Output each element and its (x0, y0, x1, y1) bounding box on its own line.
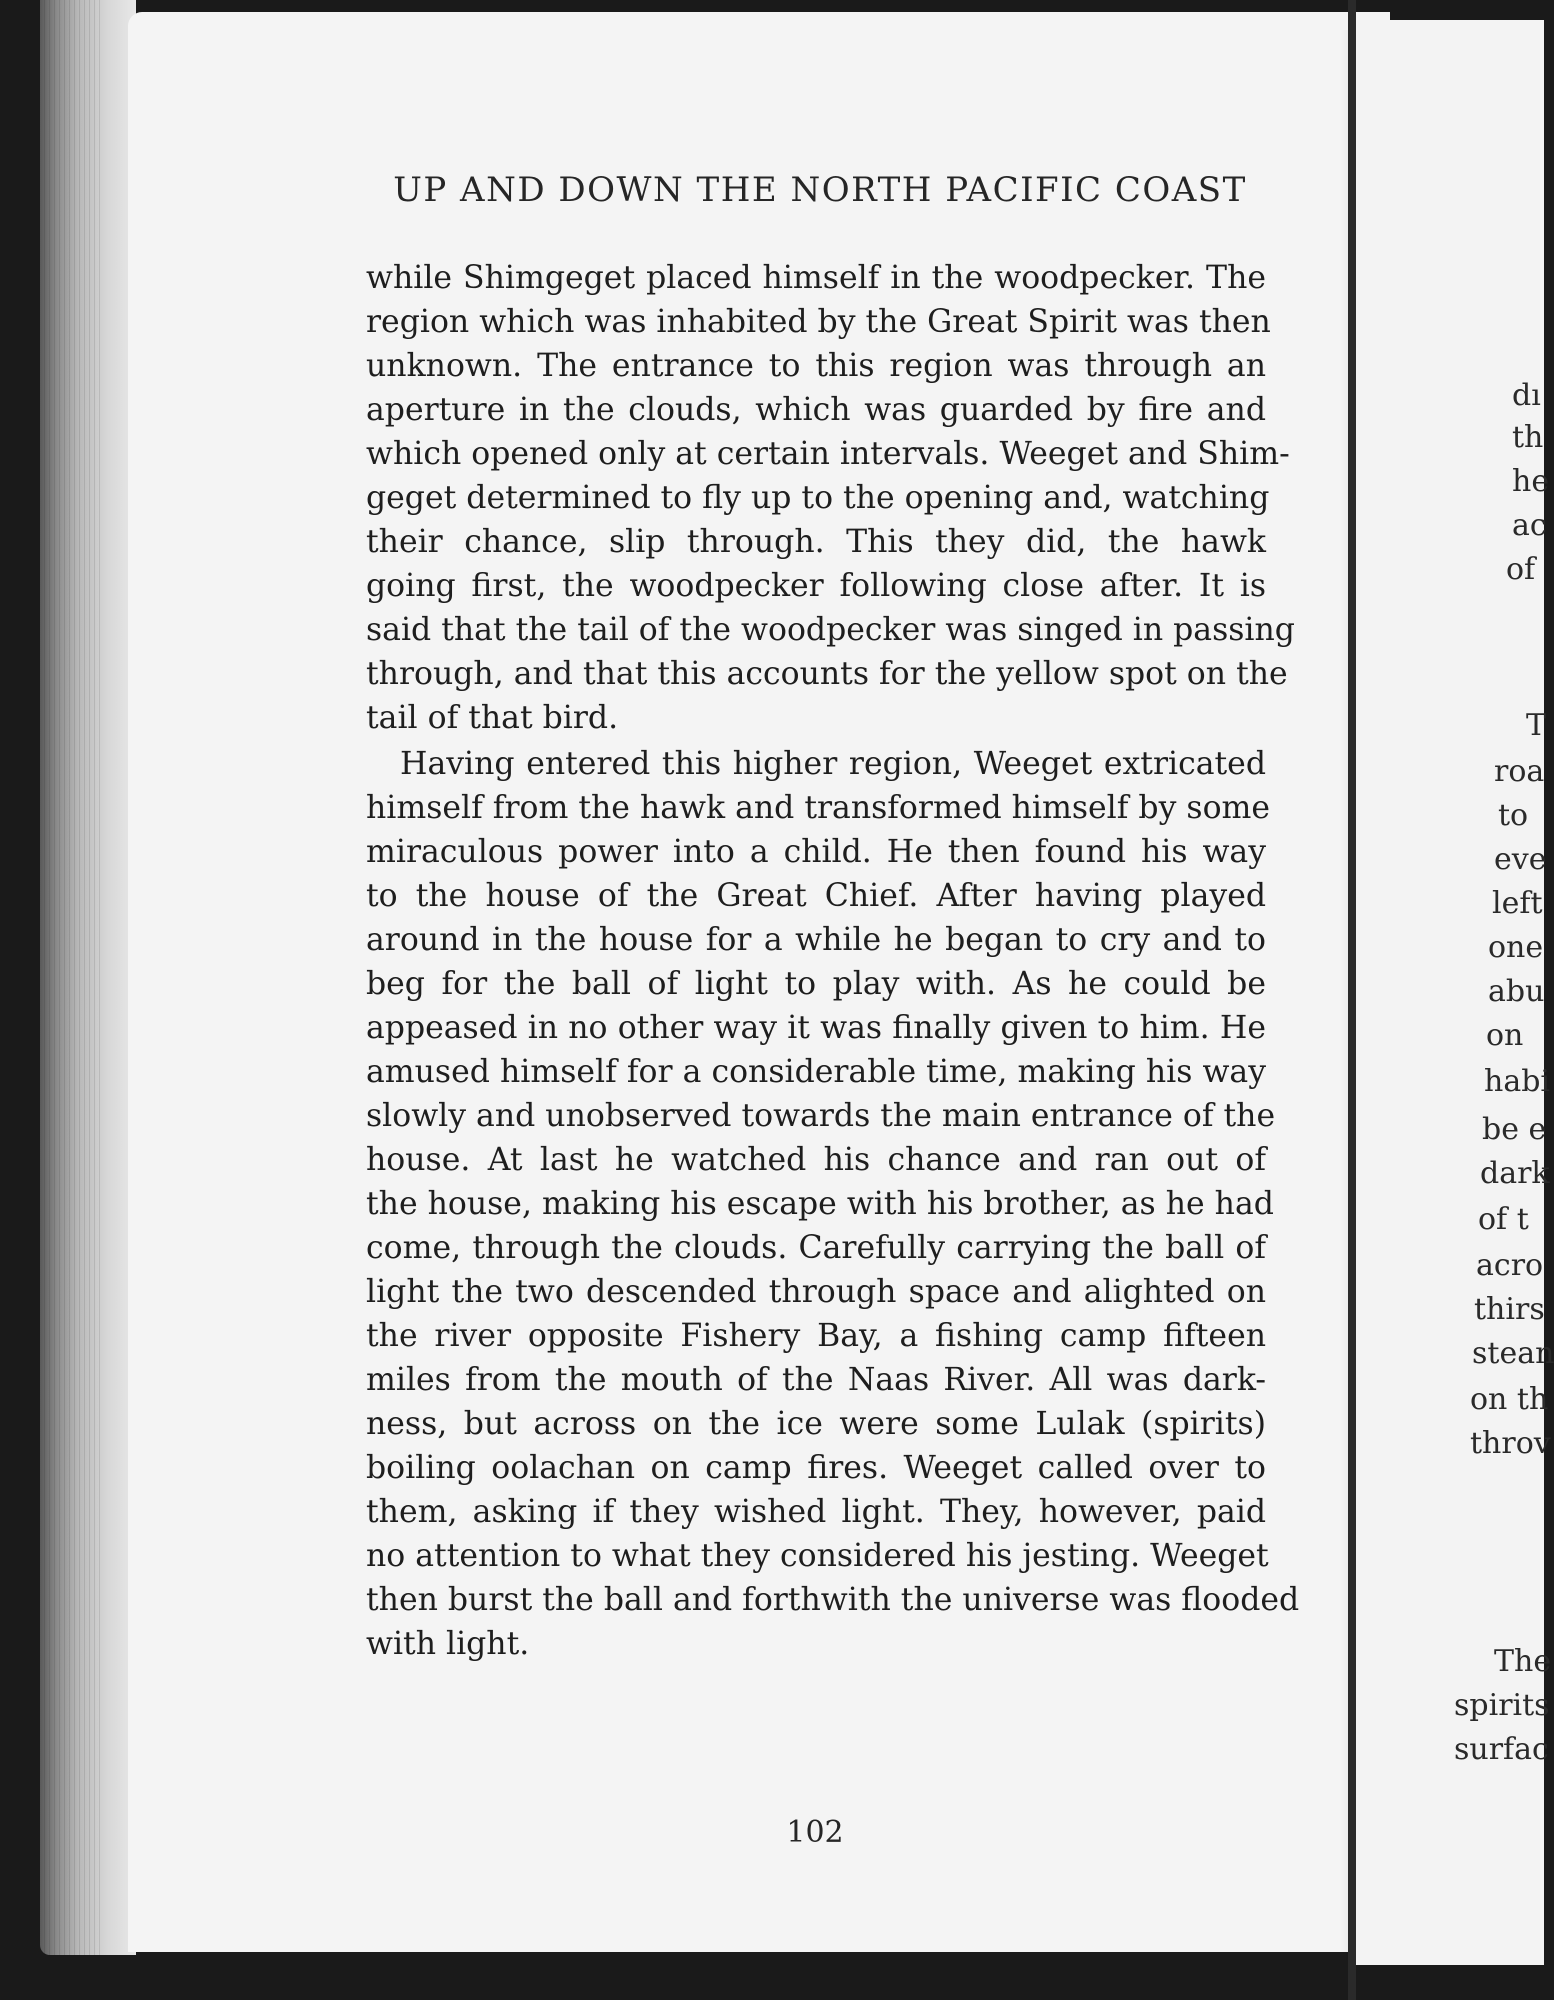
right-page-fragment: to (1498, 798, 1529, 833)
text-line: light the two descended through space and alighted on (366, 1274, 1266, 1310)
right-page-fragment: acro (1476, 1248, 1544, 1283)
right-page-fragment: of (1506, 552, 1536, 587)
right-page-fragment: throv (1470, 1426, 1551, 1461)
right-page-fragment: roa (1494, 754, 1545, 789)
book-spine (1348, 0, 1356, 2000)
right-page-fragment: The (1494, 1644, 1552, 1679)
text-line: no attention to what they considered his jesting. Weeget (366, 1538, 1269, 1574)
text-line: them, asking if they wished light. They, however, paid (366, 1494, 1266, 1530)
text-line: miraculous power into a child. He then found his way (366, 834, 1266, 870)
text-line: around in the house for a while he began to cry and to (366, 922, 1266, 958)
right-page-fragment: thirs (1474, 1292, 1545, 1327)
text-line: to the house of the Great Chief. After having played (366, 878, 1266, 914)
text-line: house. At last he watched his chance and ran out of (366, 1142, 1266, 1178)
text-line: the river opposite Fishery Bay, a fishing camp fifteen (366, 1318, 1266, 1354)
text-line: appeased in no other way it was finally given to him. He (366, 1010, 1266, 1046)
text-line: region which was inhabited by the Great Spirit was then (366, 304, 1271, 340)
right-page-fragment: surfac (1454, 1732, 1549, 1767)
right-page-fragment: th (1512, 420, 1544, 455)
right-page-fragment: dark (1480, 1156, 1550, 1191)
text-line: boiling oolachan on camp fires. Weeget called over to (366, 1450, 1266, 1486)
right-page-fragment: eve (1494, 842, 1547, 877)
text-line: said that the tail of the woodpecker was singed in passing (366, 612, 1295, 648)
text-line: while Shimgeget placed himself in the woodpecker. The (366, 260, 1266, 296)
text-line: amused himself for a considerable time, making his way (366, 1054, 1266, 1090)
page-number: 102 (786, 1815, 844, 1850)
text-line: miles from the mouth of the Naas River. All was dark- (366, 1362, 1266, 1398)
text-line: tail of that bird. (366, 700, 619, 736)
text-line: ness, but across on the ice were some Lulak (spirits) (366, 1406, 1266, 1442)
right-page-fragment: habi (1484, 1064, 1551, 1099)
text-line: through, and that this accounts for the yellow spot on the (366, 656, 1288, 692)
right-page-fragment: be e (1482, 1112, 1547, 1147)
text-line: with light. (366, 1626, 530, 1662)
right-page-fragment: spirits (1454, 1688, 1550, 1723)
right-page-fragment: one (1488, 930, 1544, 965)
right-page-fragment: ac (1512, 508, 1547, 543)
text-line: slowly and unobserved towards the main entrance of the (366, 1098, 1276, 1134)
text-line: the house, making his escape with his brother, as he had (366, 1186, 1274, 1222)
text-line: then burst the ball and forthwith the universe was flooded (366, 1582, 1300, 1618)
text-line: unknown. The entrance to this region was through an (366, 348, 1266, 384)
text-line: geget determined to fly up to the opening and, watching (366, 480, 1270, 516)
text-line: aperture in the clouds, which was guarded by fire and (366, 392, 1266, 428)
right-page-fragment: dı (1512, 378, 1541, 413)
text-line: their chance, slip through. This they did, the hawk (366, 524, 1266, 560)
right-page-fragment: stean (1472, 1336, 1554, 1371)
text-line: come, through the clouds. Carefully carrying the ball of (366, 1230, 1266, 1266)
right-page-fragment: abu (1488, 974, 1545, 1009)
text-line: Having entered this higher region, Weeget extricated (400, 746, 1266, 782)
right-page-fragment: he (1512, 464, 1550, 499)
text-line: going first, the woodpecker following close after. It is (366, 568, 1266, 604)
right-page-fragment: on (1486, 1018, 1524, 1053)
running-head: UP AND DOWN THE NORTH PACIFIC COAST (393, 170, 1247, 210)
right-page-fragment: of t (1478, 1202, 1529, 1237)
text-line: himself from the hawk and transformed himself by some (366, 790, 1271, 826)
right-page-fragment: on th (1470, 1382, 1549, 1417)
book-page-edges (40, 0, 136, 1955)
text-line: beg for the ball of light to play with. As he could be (366, 966, 1266, 1002)
right-page-fragment: T (1526, 708, 1547, 743)
text-line: which opened only at certain intervals. Weeget and Shim- (366, 436, 1290, 472)
right-page-fragment: left (1492, 886, 1543, 921)
